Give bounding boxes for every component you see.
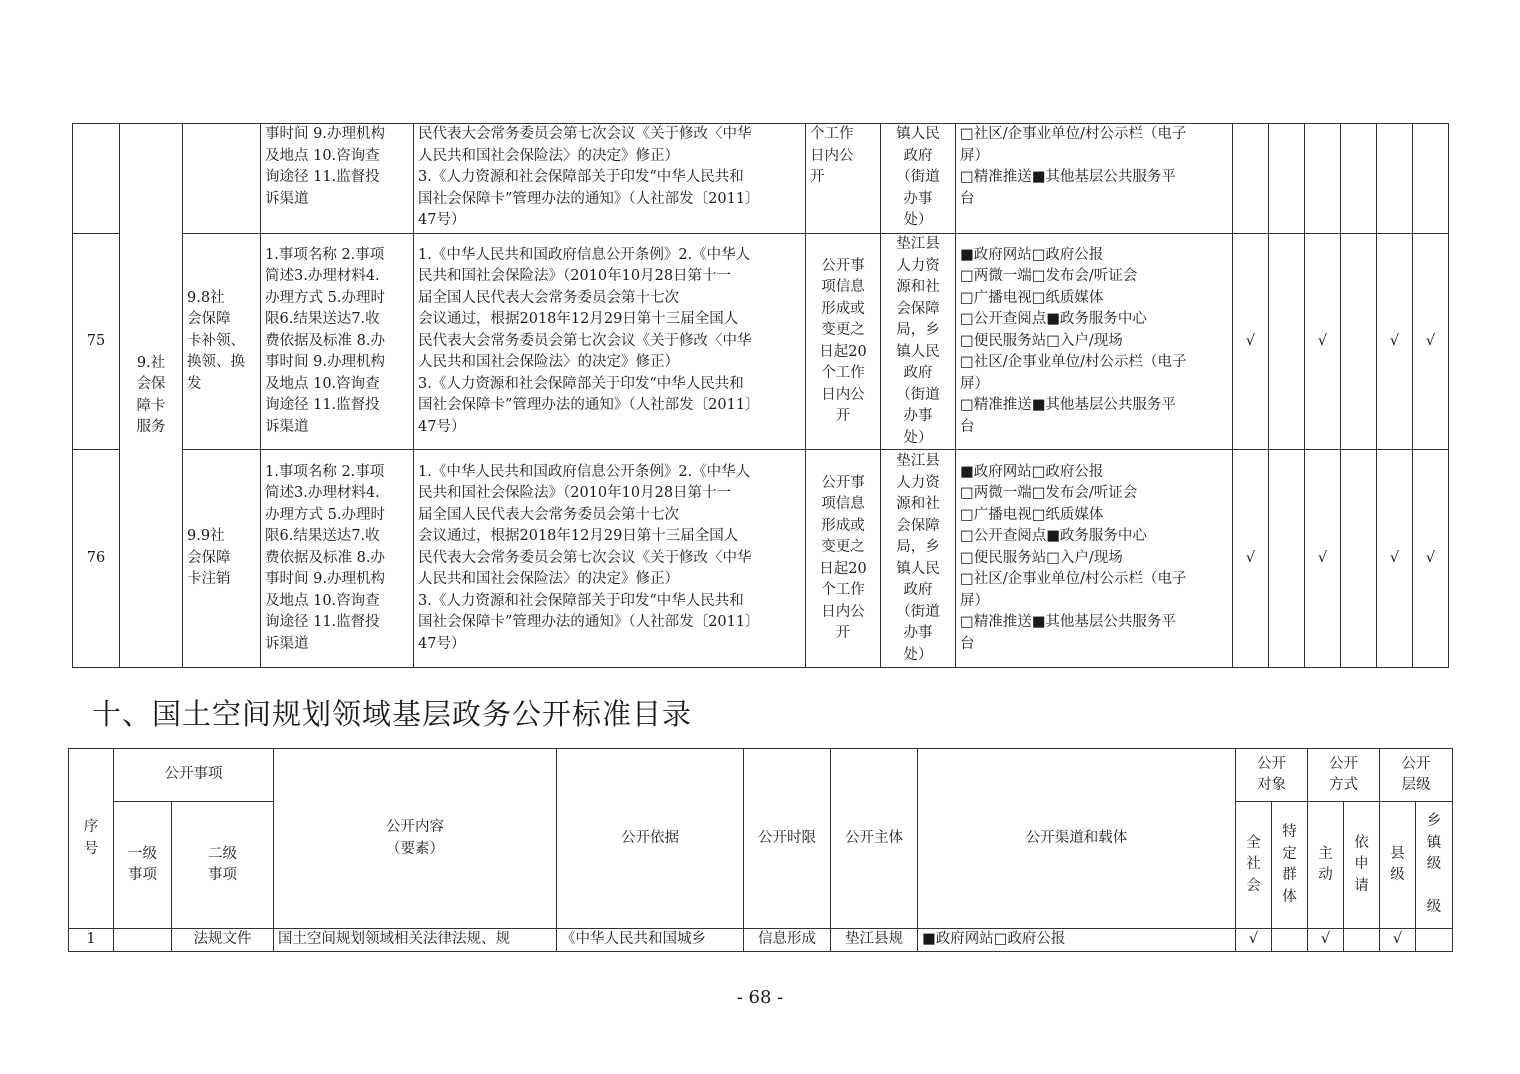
content-header: 公开内容 （要素） (274, 749, 557, 929)
mark-cell: √ (1377, 234, 1413, 450)
level2-cell: 9.8社 会保障 卡补领、 换领、换 发 (183, 234, 261, 450)
time-limit-cell: 信息形成 (744, 929, 831, 952)
mark-cell (1269, 124, 1305, 234)
level2-cell: 9.9社 会保障 卡注销 (183, 450, 261, 668)
basis-cell: 1.《中华人民共和国政府信息公开条例》2.《中华人 民共和国社会保险法》（2010年10月28日第十一 届全国人民代表大会常务委员会第十七次 会议通过，根据2018年12月29日第十三届全国人 民代表大会常务委员会第七次会议《关于修改〈中华 人民共和国社会保险法〉的决定》修正） 3.《人力资源和社会保障部关于印发“中华人民共和 国社会保障卡”管理办法的通知》（人社部发〔2011〕 47号） (414, 450, 806, 668)
elements-cell: 1.事项名称 2.事项 简述3.办理材料4. 办理方式 5.办理时 限6.结果送达7.收 费依据及标准 8.办 事时间 9.办理机构 及地点 10.咨询查 询途径 11.监督投 诉渠道 (261, 450, 414, 668)
mark-cell (1233, 124, 1269, 234)
subject-cell: 镇人民 政府 （街道 办事 处） (881, 124, 956, 234)
township-header: 乡 镇 级 级 (1416, 802, 1453, 929)
level1-cell (114, 929, 172, 952)
elements-cell: 1.事项名称 2.事项 简述3.办理材料4. 办理方式 5.办理时 限6.结果送达7.收 费依据及标准 8.办 事时间 9.办理机构 及地点 10.咨询查 询途径 11.监督投 诉渠道 (261, 234, 414, 450)
mark-cell (1377, 124, 1413, 234)
table-row (73, 234, 1449, 450)
subject-cell: 垫江县规 (831, 929, 918, 952)
time-limit-cell: 公开事 项信息 形成或 变更之 日起20 个工作 日内公 开 (806, 450, 881, 668)
target-header: 公开 对象 (1236, 749, 1308, 802)
active-header: 主 动 (1308, 802, 1344, 929)
seq-header: 序 号 (69, 749, 114, 929)
subject-cell: 垫江县 人力资 源和社 会保障 局，乡 镇人民 政府 （街道 办事 处） (881, 450, 956, 668)
level1-cell: 9.社 会保 障卡 服务 (120, 124, 183, 668)
mark-cell: √ (1305, 234, 1341, 450)
all-society-header: 全 社 会 (1236, 802, 1272, 929)
level1-header: 一级 事项 (114, 802, 172, 929)
specific-group-header: 特 定 群 体 (1272, 802, 1308, 929)
section-title: 十、国土空间规划领域基层政务公开标准目录 (92, 697, 693, 731)
level-header: 公开 层级 (1380, 749, 1453, 802)
header-row (69, 749, 1453, 802)
time-limit-cell: 个工作 日内公 开 (806, 124, 881, 234)
level2-cell (183, 124, 261, 234)
page-number: - 68 - (736, 987, 784, 1008)
on-request-header: 依 申 请 (1344, 802, 1380, 929)
mark-cell (1272, 929, 1308, 952)
mark-cell (1341, 234, 1377, 450)
channels-cell: ■政府网站□政府公报 □两微一端□发布会/听证会 □广播电视□纸质媒体 □公开查阅点■政务服务中心 □便民服务站□入户/现场 □社区/企事业单位/村公示栏（电子 屏） □精准推送■其他基层公共服务平 台 (956, 234, 1233, 450)
basis-cell: 《中华人民共和国城乡 (557, 929, 744, 952)
mark-cell: √ (1377, 450, 1413, 668)
basis-cell: 1.《中华人民共和国政府信息公开条例》2.《中华人 民共和国社会保险法》（2010年10月28日第十一 届全国人民代表大会常务委员会第十七次 会议通过，根据2018年12月29日第十三届全国人 民代表大会常务委员会第七次会议《关于修改〈中华 人民共和国社会保险法〉的决定》修正） 3.《人力资源和社会保障部关于印发“中华人民共和 国社会保障卡”管理办法的通知》（人社部发〔2011〕 47号） (414, 234, 806, 450)
service-catalog-table (72, 123, 1449, 668)
mark-cell (1341, 450, 1377, 668)
mark-cell: √ (1413, 234, 1449, 450)
mark-cell (1341, 124, 1377, 234)
basis-header: 公开依据 (557, 749, 744, 929)
seq-cell: 76 (73, 450, 120, 668)
mark-cell: √ (1236, 929, 1272, 952)
mark-cell (1344, 929, 1380, 952)
mark-cell (1269, 234, 1305, 450)
level2-header: 二级 事项 (172, 802, 274, 929)
seq-cell: 75 (73, 234, 120, 450)
subject-header: 公开主体 (831, 749, 918, 929)
table-row (73, 450, 1449, 668)
table-row (69, 929, 1453, 952)
content-cell: 国土空间规划领域相关法律法规、规 (274, 929, 557, 952)
mark-cell (1413, 124, 1449, 234)
time-limit-header: 公开时限 (744, 749, 831, 929)
mark-cell: √ (1380, 929, 1416, 952)
seq-cell: 1 (69, 929, 114, 952)
level2-cell: 法规文件 (172, 929, 274, 952)
channels-cell: ■政府网站□政府公报 □两微一端□发布会/听证会 □广播电视□纸质媒体 □公开查阅点■政务服务中心 □便民服务站□入户/现场 □社区/企事业单位/村公示栏（电子 屏） □精准推送■其他基层公共服务平 台 (956, 450, 1233, 668)
time-limit-cell: 公开事 项信息 形成或 变更之 日起20 个工作 日内公 开 (806, 234, 881, 450)
subject-cell: 垫江县 人力资 源和社 会保障 局，乡 镇人民 政府 （街道 办事 处） (881, 234, 956, 450)
basis-cell: 民代表大会常务委员会第七次会议《关于修改〈中华 人民共和国社会保险法〉的决定》修正） 3.《人力资源和社会保障部关于印发“中华人民共和 国社会保障卡”管理办法的通知》（人社部发〔2011〕 47号） (414, 124, 806, 234)
table-row (73, 124, 1449, 234)
land-planning-catalog-table (68, 748, 1453, 952)
mark-cell (1416, 929, 1453, 952)
channels-header: 公开渠道和载体 (918, 749, 1236, 929)
elements-cell: 事时间 9.办理机构 及地点 10.咨询查 询途径 11.监督投 诉渠道 (261, 124, 414, 234)
method-header: 公开 方式 (1308, 749, 1380, 802)
mark-cell (1305, 124, 1341, 234)
channels-cell: □社区/企事业单位/村公示栏（电子 屏） □精准推送■其他基层公共服务平 台 (956, 124, 1233, 234)
mark-cell (1269, 450, 1305, 668)
channels-cell: ■政府网站□政府公报 (918, 929, 1236, 952)
mark-cell: √ (1308, 929, 1344, 952)
mark-cell: √ (1233, 450, 1269, 668)
mark-cell: √ (1233, 234, 1269, 450)
mark-cell: √ (1413, 450, 1449, 668)
mark-cell: √ (1305, 450, 1341, 668)
county-header: 县 级 (1380, 802, 1416, 929)
seq-cell (73, 124, 120, 234)
items-header: 公开事项 (114, 749, 274, 802)
